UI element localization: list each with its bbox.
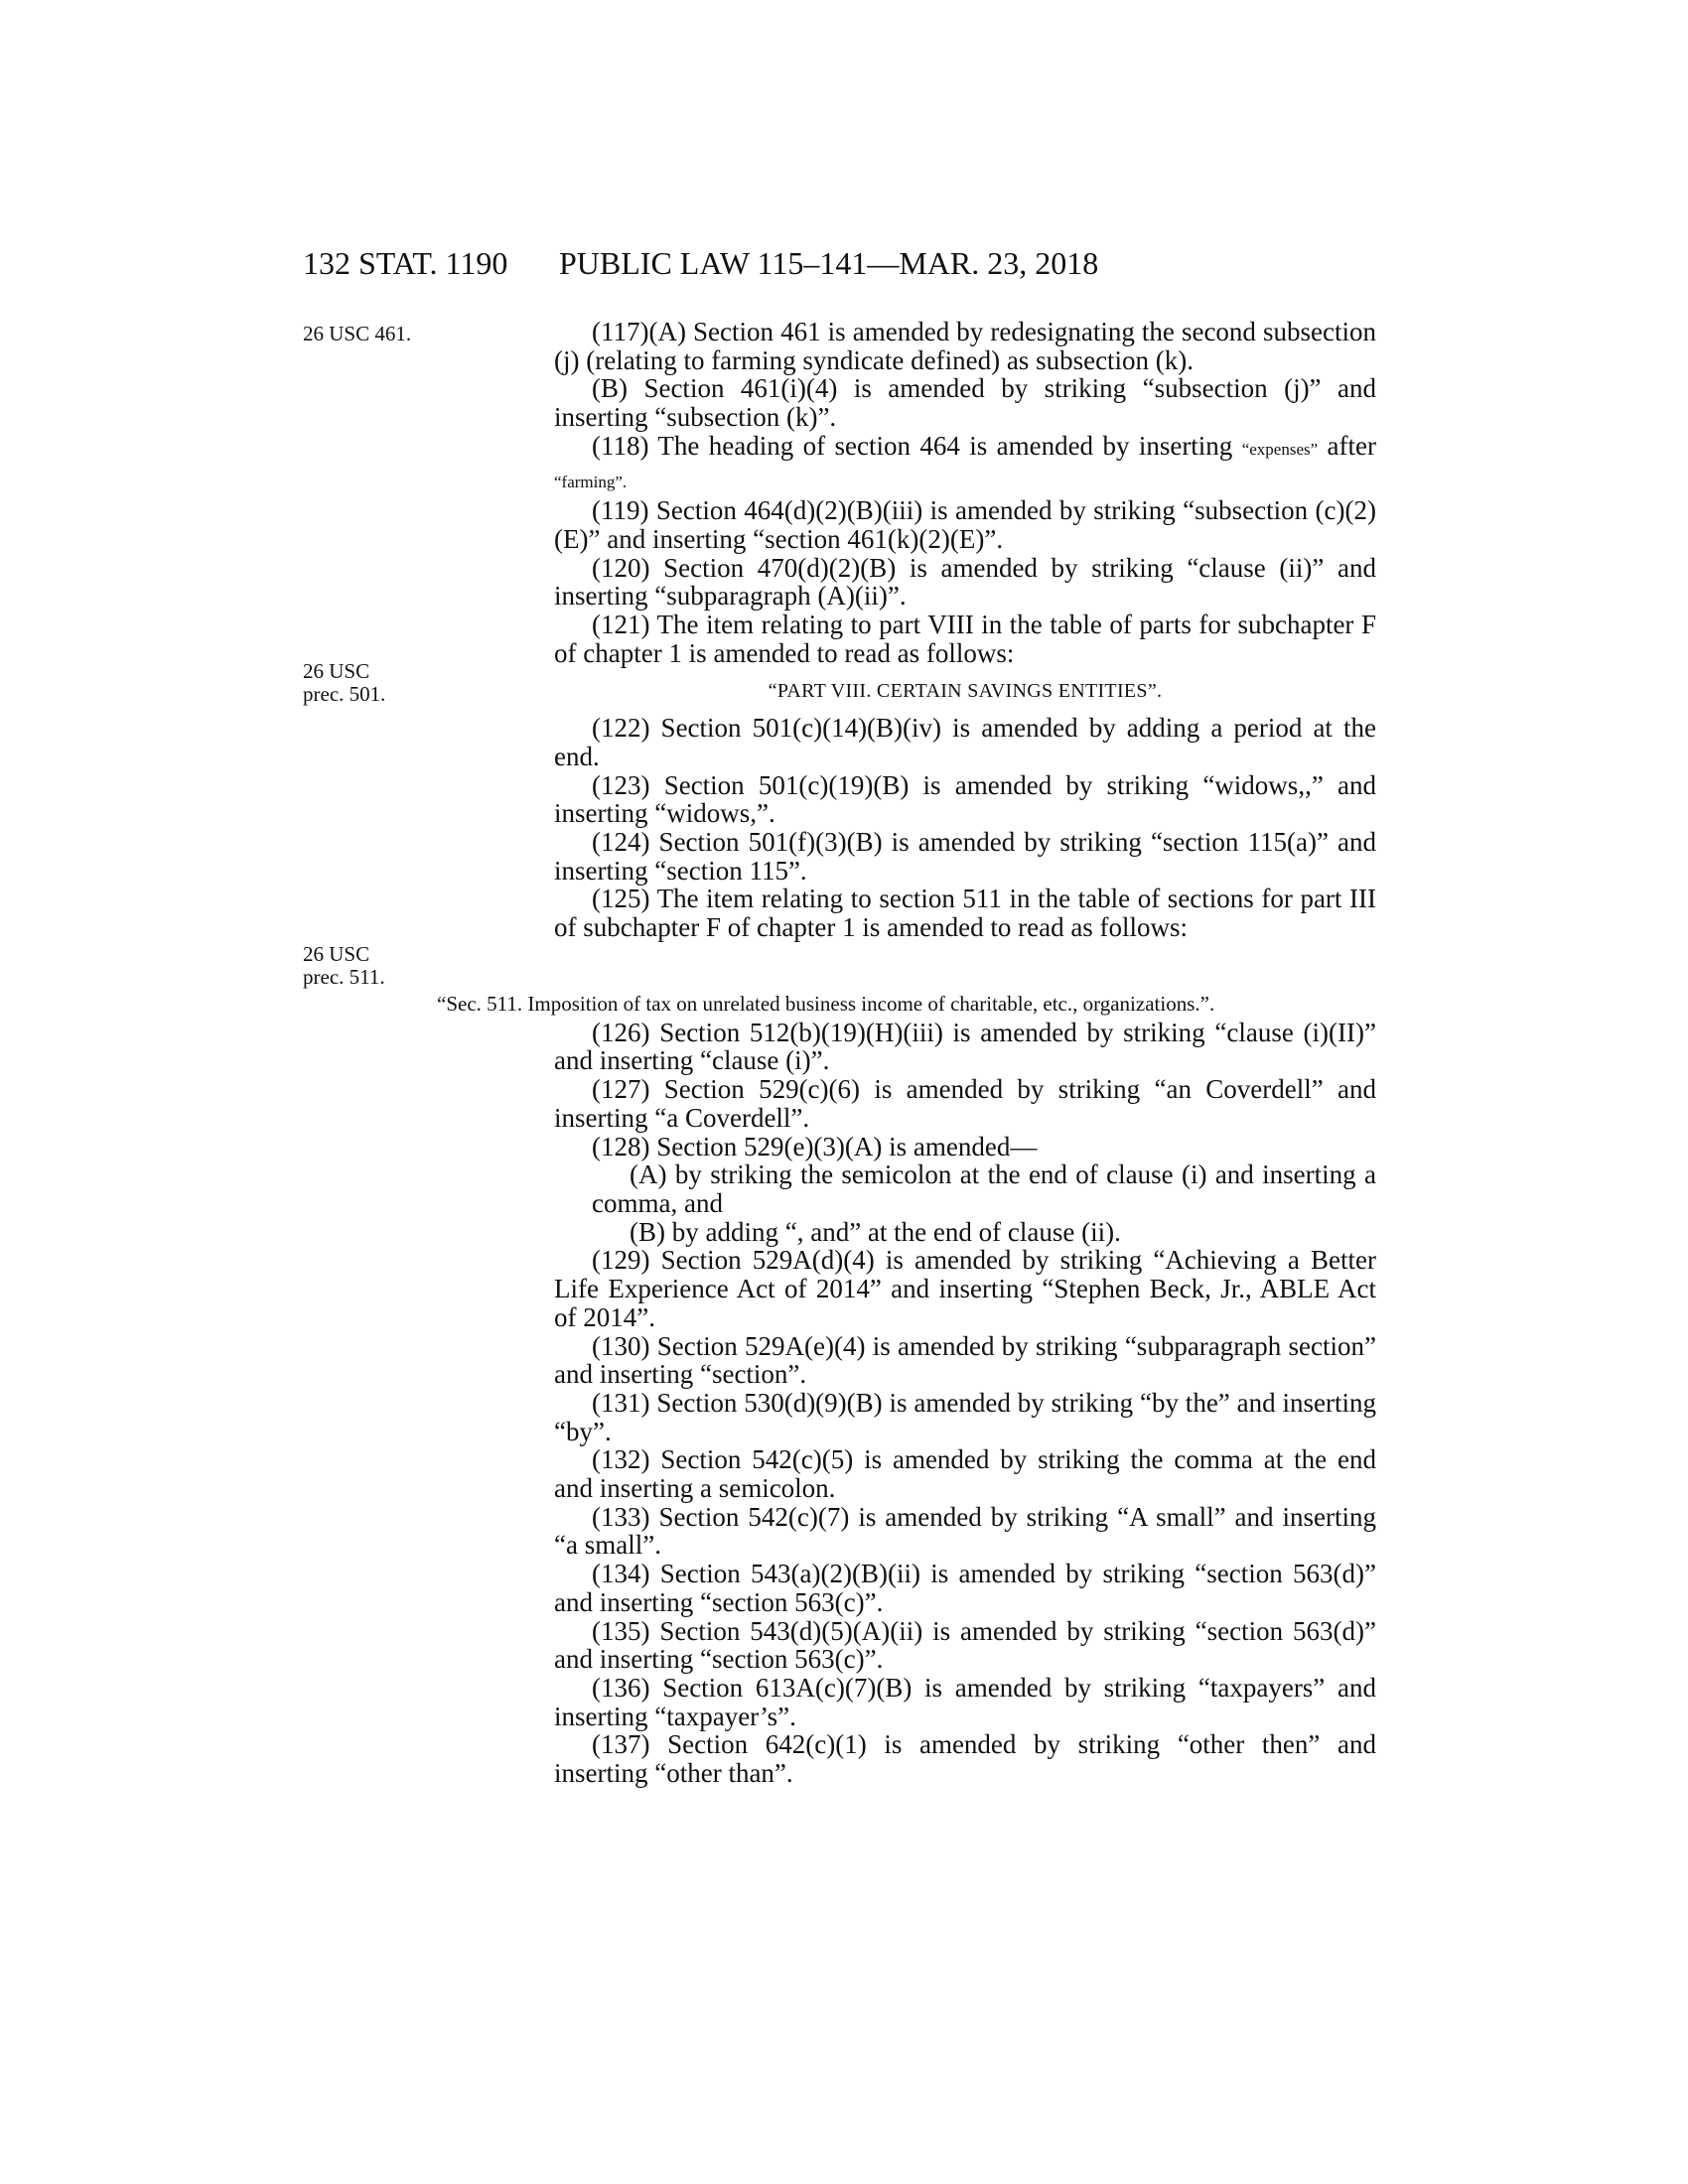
paragraph: (134) Section 543(a)(2)(B)(ii) is amended by striking “section 563(d)” and inserting “section 563(c)”. (554, 1559, 1376, 1617)
paragraph: (123) Section 501(c)(19)(B) is amended by striking “widows,,” and inserting “widows,”. (554, 769, 1376, 829)
margin-note: 26 USC (303, 659, 370, 683)
stat-page-number: 132 STAT. 1190 (303, 245, 508, 281)
paragraph-text: (118) The heading of section 464 is amended by inserting (592, 430, 1233, 461)
public-law-title: PUBLIC LAW 115–141—MAR. 23, 2018 (559, 245, 1099, 281)
paragraph: (137) Section 642(c)(1) is amended by striking “other then” and inserting “other than”. (554, 1729, 1376, 1789)
margin-note: prec. 511. (303, 965, 385, 989)
paragraph: (121) The item relating to part VIII in the table of parts for subchapter F of chapter 1 is amended to read as follows: (554, 610, 1376, 668)
paragraph: (125) The item relating to section 511 in the table of sections for part III of subchapter F of chapter 1 is amended to read as follows: (554, 884, 1376, 943)
subparagraph: (A) by striking the semicolon at the end of clause (i) and inserting a comma, and (592, 1160, 1376, 1218)
margin-note: 26 USC (303, 942, 370, 966)
paragraph: (132) Section 542(c)(5) is amended by striking the comma at the end and inserting a semicolon. (554, 1444, 1376, 1504)
margin-note: prec. 501. (303, 682, 386, 706)
document-body (437, 317, 1377, 1789)
paragraph: (135) Section 543(d)(5)(A)(ii) is amended by striking “section 563(d)” and inserting “section 563(c)”. (554, 1615, 1376, 1675)
paragraph: (120) Section 470(d)(2)(B) is amended by striking “clause (ii)” and inserting “subparagraph (A)(ii)”. (554, 552, 1376, 612)
paragraph (554, 432, 1376, 496)
quoted-word: “expenses” (1241, 439, 1319, 459)
paragraph-text: after (1318, 430, 1377, 461)
paragraph: (B) Section 461(i)(4) is amended by striking “subsection (j)” and inserting “subsection (k)”. (554, 373, 1376, 433)
paragraph: (126) Section 512(b)(19)(H)(iii) is amended by striking “clause (i)(II)” and inserting “clause (i)”. (554, 1017, 1376, 1076)
paragraph: (128) Section 529(e)(3)(A) is amended— (592, 1131, 1038, 1161)
paragraph: (122) Section 501(c)(14)(B)(iv) is amended by adding a period at the end. (554, 713, 1376, 771)
quoted-word: “farming”. (554, 472, 628, 491)
paragraph: (124) Section 501(f)(3)(B) is amended by striking “section 115(a)” and inserting “section 115”. (554, 826, 1376, 886)
margin-note: 26 USC 461. (303, 322, 412, 345)
paragraph: (133) Section 542(c)(7) is amended by striking “A small” and inserting “a small”. (554, 1501, 1376, 1561)
paragraph: (131) Section 530(d)(9)(B) is amended by striking “by the” and inserting “by”. (554, 1387, 1376, 1446)
paragraph: (136) Section 613A(c)(7)(B) is amended by striking “taxpayers” and inserting “taxpayer’s”. (554, 1672, 1376, 1731)
subparagraph: (B) by adding “, and” at the end of clause (ii). (630, 1216, 1121, 1247)
paragraph: (129) Section 529A(d)(4) is amended by striking “Achieving a Better Life Experience Act of 2014” and inserting “Stephen Beck, Jr., ABLE Act of 2014”. (554, 1245, 1376, 1332)
paragraph: (119) Section 464(d)(2)(B)(iii) is amended by striking “subsection (c)(2)(E)” and inserting “section 461(k)(2)(E)”. (554, 495, 1376, 554)
paragraph: (117)(A) Section 461 is amended by redesignating the second subsection (j) (relating to farming syndicate defined) as subsection (k). (554, 317, 1376, 375)
table-item-sec-511: “Sec. 511. Imposition of tax on unrelated business income of charitable, etc., organizations.”. (437, 991, 1215, 1016)
table-item-part-viii: “PART VIII. CERTAIN SAVINGS ENTITIES”. (768, 680, 1163, 703)
paragraph: (127) Section 529(c)(6) is amended by striking “an Coverdell” and inserting “a Coverdell”. (554, 1074, 1376, 1133)
paragraph: (130) Section 529A(e)(4) is amended by striking “subparagraph section” and inserting “section”. (554, 1330, 1376, 1390)
